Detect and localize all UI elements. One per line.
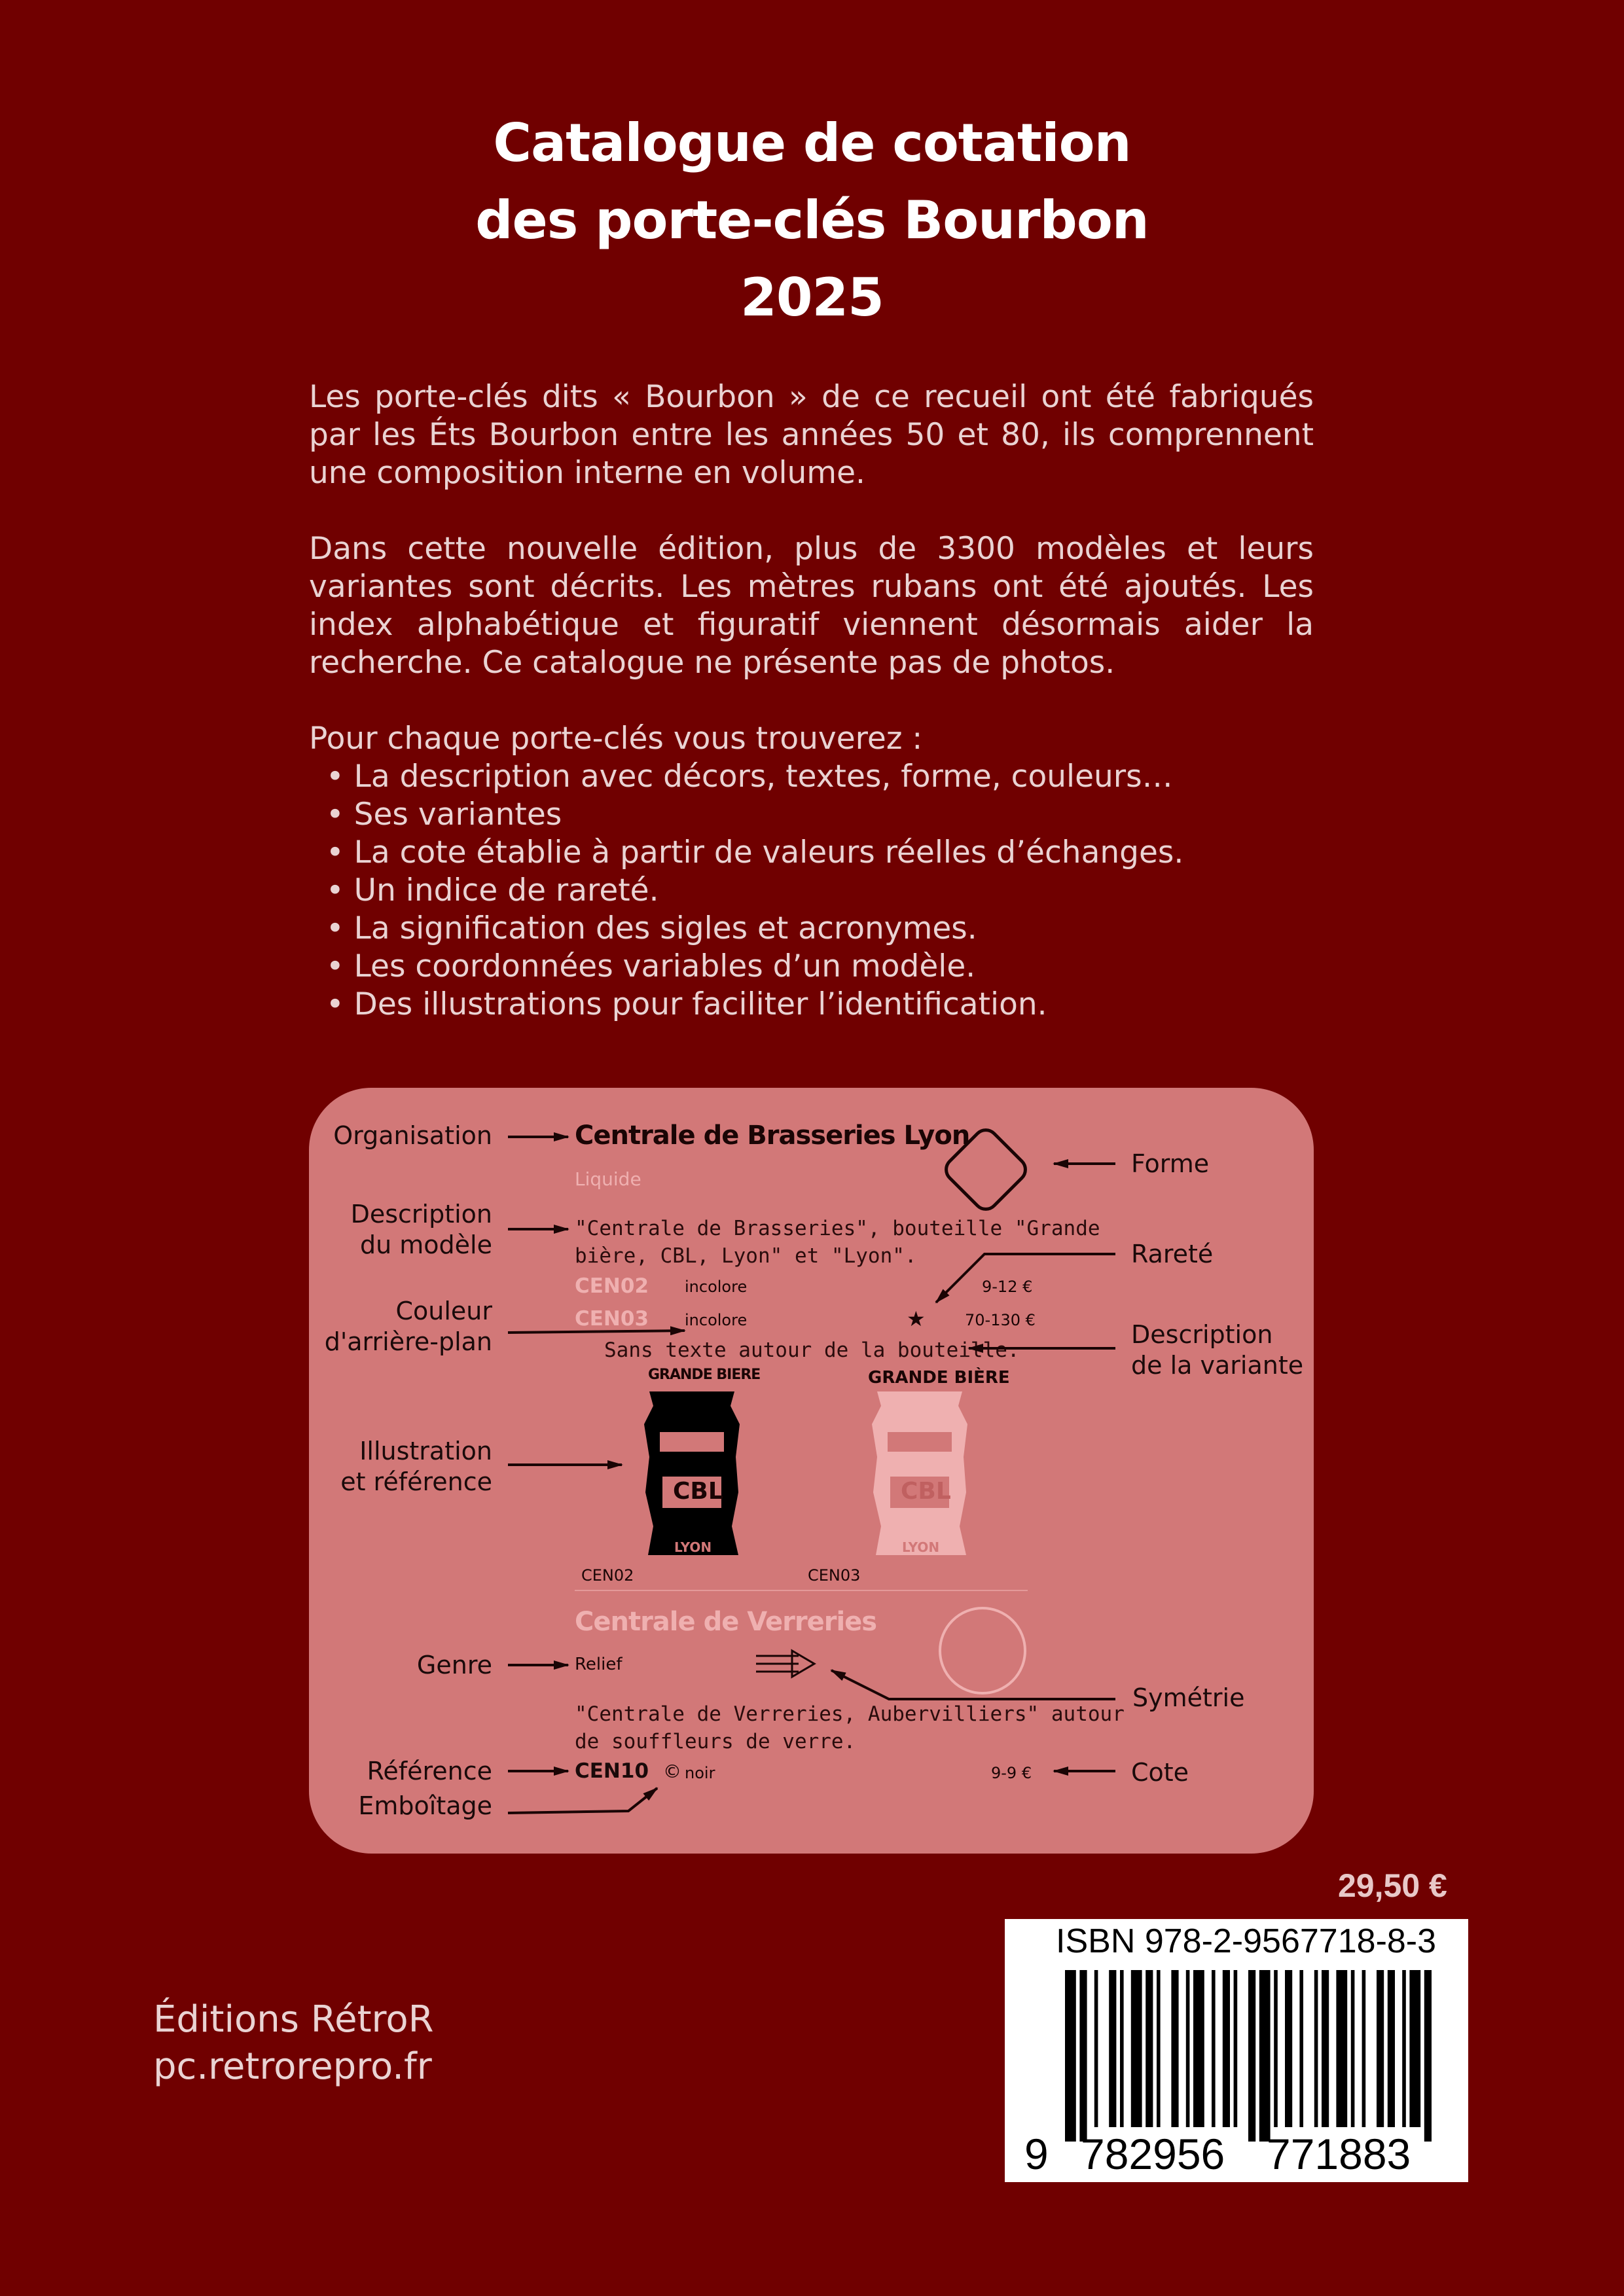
- publisher-url: pc.retrorepro.fr: [153, 2045, 432, 2088]
- barcode-bar: [1248, 1970, 1255, 2142]
- list-item: • Des illustrations pour faciliter l’identification.: [326, 986, 1314, 1024]
- title-line-2: des porte-clés Bourbon: [475, 190, 1149, 251]
- list-item: • La cote établie à partir de valeurs réelles d’échanges.: [326, 834, 1314, 872]
- barcode-bar: [1234, 1970, 1238, 2127]
- price-a: 9-12 €: [982, 1278, 1033, 1296]
- label-emboitage: Emboîtage: [358, 1791, 492, 1820]
- color-a: incolore: [685, 1278, 748, 1296]
- bottle-b-cbl-text: CBL: [901, 1478, 951, 1505]
- label-illustration-1: Illustration: [359, 1437, 492, 1465]
- list-item: • La description avec décors, textes, forme, couleurs…: [326, 758, 1314, 796]
- entry-genre: Liquide: [575, 1168, 641, 1190]
- publisher-name: Éditions RétroR: [153, 1998, 434, 2041]
- label-forme: Forme: [1131, 1149, 1210, 1178]
- list-item: • Ses variantes: [326, 796, 1314, 834]
- isbn-barcode: [1005, 1919, 1468, 2182]
- barcode-bar: [1362, 1970, 1366, 2127]
- boxing-symbol: ©: [663, 1761, 681, 1782]
- book-price: 29,50 €: [1338, 1867, 1447, 1904]
- barcode-bar: [1322, 1970, 1329, 2127]
- barcode-bar: [1274, 1970, 1278, 2127]
- image-label-b: CEN03: [808, 1566, 861, 1585]
- reference-cen10: CEN10: [575, 1759, 649, 1783]
- ean-right-digits: 771883: [1267, 2130, 1411, 2178]
- bottle-b-lyon-text: LYON: [902, 1539, 940, 1555]
- label-genre: Genre: [416, 1651, 492, 1679]
- list-intro: Pour chaque porte-clés vous trouverez :: [309, 721, 923, 757]
- bottle-b-top-text: GRANDE BIÈRE: [868, 1368, 1010, 1388]
- list-item: • Les coordonnées variables d’un modèle.: [326, 948, 1314, 986]
- bottle-a-top-text: GRANDE BIERE: [648, 1367, 761, 1383]
- barcode-bar: [1171, 1970, 1178, 2127]
- bottle-illustration-cen02: [644, 1391, 740, 1555]
- model-description-2: bière, CBL, Lyon" et "Lyon".: [575, 1244, 917, 1268]
- model-description-2b: de souffleurs de verre.: [575, 1730, 856, 1753]
- reference-b: CEN03: [575, 1307, 649, 1331]
- barcode-bar: [1336, 1970, 1347, 2127]
- image-label-a: CEN02: [581, 1566, 634, 1585]
- barcode-bar: [1120, 1970, 1124, 2127]
- arrow-emboitage: [508, 1788, 657, 1813]
- arrow-couleur: [508, 1331, 685, 1333]
- ean-left-digits: 782956: [1081, 2130, 1225, 2178]
- label-variante-2: de la variante: [1131, 1351, 1304, 1380]
- barcode-bar: [1351, 1970, 1355, 2127]
- color-cen10: noir: [685, 1764, 715, 1782]
- label-reference: Référence: [367, 1757, 492, 1785]
- label-symetrie: Symétrie: [1132, 1683, 1245, 1712]
- barcode-bar: [1065, 1970, 1076, 2142]
- barcode-bar: [1193, 1970, 1204, 2127]
- barcode-bar: [1186, 1970, 1190, 2127]
- variant-description: Sans texte autour de la bouteille.: [604, 1338, 1020, 1362]
- rarity-star: ★: [907, 1306, 926, 1331]
- label-variante-1: Description: [1131, 1320, 1273, 1349]
- bottle-a-lyon-text: LYON: [674, 1539, 712, 1555]
- barcode-bar: [1094, 1970, 1098, 2127]
- arrow-rarete: [936, 1254, 1115, 1302]
- barcode-bar: [1388, 1970, 1395, 2127]
- barcode-bar: [1299, 1970, 1303, 2127]
- barcode-bar: [1109, 1970, 1116, 2127]
- label-couleur-2: d'arrière-plan: [324, 1327, 492, 1356]
- barcode-bar: [1402, 1970, 1406, 2127]
- model-description-2a: "Centrale de Verreries, Aubervilliers" autour: [575, 1702, 1125, 1726]
- ean-first-digit: 9: [1024, 2130, 1049, 2178]
- barcode-bar: [1259, 1970, 1271, 2142]
- paragraph-edition: Dans cette nouvelle édition, plus de 3300 modèles et leurs variantes sont décrits. Les mètres rubans ont été ajoutés. Les index alphabétique et figuratif viennent désormais aider la recherche. Ce catalogue ne présente pas de photos.: [309, 531, 1314, 681]
- label-description-2: du modèle: [360, 1230, 492, 1259]
- barcode-bar: [1212, 1970, 1216, 2127]
- isbn-number: ISBN 978-2-9567718-8-3: [1056, 1922, 1437, 1960]
- bottle-illustration-cen03: [872, 1391, 967, 1555]
- barcode-bar: [1409, 1970, 1420, 2127]
- price-cen10: 9-9 €: [991, 1764, 1032, 1782]
- label-rarete: Rareté: [1131, 1240, 1214, 1268]
- barcode-bar: [1079, 1970, 1087, 2142]
- shape-circle-icon: [940, 1608, 1025, 1693]
- symmetry-icon: [756, 1651, 814, 1677]
- barcode-bar: [1314, 1970, 1318, 2127]
- entry-name-2: Centrale de Verreries: [575, 1607, 877, 1637]
- title-line-1: Catalogue de cotation: [493, 113, 1131, 173]
- label-cote: Cote: [1131, 1758, 1189, 1787]
- barcode-bar: [1377, 1970, 1384, 2127]
- price-b: 70-130 €: [965, 1311, 1036, 1329]
- barcode-bar: [1424, 1970, 1432, 2142]
- barcode-bar: [1223, 1970, 1230, 2127]
- barcode-bar: [1157, 1970, 1161, 2127]
- arrow-symetrie: [831, 1670, 1115, 1699]
- bottle-a-cbl-text: CBL: [673, 1478, 723, 1505]
- label-description-1: Description: [350, 1200, 492, 1229]
- model-description-1: "Centrale de Brasseries", bouteille "Grande: [575, 1217, 1100, 1240]
- reference-a: CEN02: [575, 1274, 649, 1298]
- label-couleur-1: Couleur: [395, 1297, 492, 1325]
- barcode-bar: [1131, 1970, 1142, 2127]
- barcode-bar: [1285, 1970, 1292, 2127]
- title-line-3: 2025: [740, 267, 884, 328]
- list-item: • La signification des sigles et acronymes.: [326, 910, 1314, 948]
- shape-diamond-icon: [941, 1125, 1030, 1214]
- publisher-info: [153, 1996, 434, 2090]
- entry-genre-2: Relief: [575, 1655, 623, 1674]
- paragraph-intro: Les porte-clés dits « Bourbon » de ce recueil ont été fabriqués par les Éts Bourbon entre les années 50 et 80, ils comprennent une composition interne en volume.: [309, 379, 1314, 491]
- label-illustration-2: et référence: [340, 1467, 492, 1496]
- label-organisation: Organisation: [333, 1121, 492, 1150]
- entry-name: Centrale de Brasseries Lyon: [575, 1121, 970, 1151]
- list-item: • Un indice de rareté.: [326, 872, 1314, 910]
- color-b: incolore: [685, 1311, 748, 1329]
- barcode-bar: [1146, 1970, 1153, 2127]
